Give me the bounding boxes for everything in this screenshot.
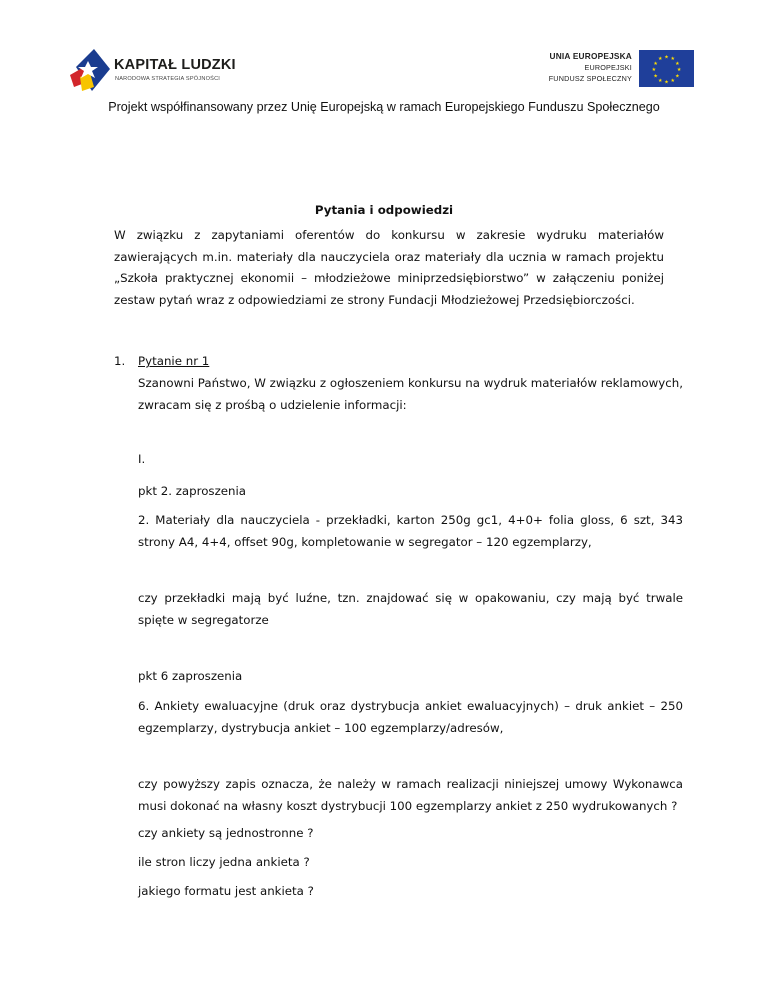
svg-text:★: ★ bbox=[653, 73, 658, 80]
svg-text:★: ★ bbox=[657, 56, 663, 63]
kapital-ludzki-logo bbox=[68, 47, 248, 97]
kapital-ludzki-title: KAPITAŁ LUDZKI bbox=[114, 57, 236, 73]
question-paragraph: Szanowni Państwo, W związku z ogłoszeniem konkursu na wydruk materiałów reklamowych, zwracam się z prośbą o udzielenie informacji: bbox=[138, 376, 683, 412]
svg-text:★: ★ bbox=[675, 73, 680, 80]
svg-text:★: ★ bbox=[664, 79, 669, 86]
kapital-ludzki-subtitle: NARODOWA STRATEGIA SPÓJNOŚCI bbox=[115, 76, 221, 82]
eu-line-1: UNIA EUROPEJSKA bbox=[549, 51, 632, 61]
question-paragraph: 2. Materiały dla nauczyciela - przekładki, karton 250g gc1, 4+0+ folia gloss, 6 szt, 343 strony A4, 4+4, offset 90g, kompletowanie w segregator – 120 egzemplarzy, bbox=[138, 513, 683, 549]
question-paragraph: I. bbox=[138, 452, 146, 466]
question-label: Pytanie nr 1 bbox=[138, 354, 210, 368]
question-paragraph: jakiego formatu jest ankieta ? bbox=[138, 884, 314, 898]
question-paragraph: pkt 6 zaproszenia bbox=[138, 669, 243, 683]
question-heading bbox=[114, 351, 209, 373]
intro-paragraph: W związku z zapytaniami oferentów do konkursu w zakresie wydruku materiałów zawierających m.in. materiały dla nauczyciela oraz materiały dla ucznia w ramach projektu „Szkoła praktycznej ekonomii – młodzieżowe miniprzedsiębiorstwo” w załączeniu poniżej zestaw pytań wraz z odpowiedziami ze strony Fundacji Młodzieżowej Przedsiębiorczości. bbox=[114, 228, 664, 307]
svg-text:★: ★ bbox=[670, 56, 676, 63]
question-paragraph: czy powyższy zapis oznacza, że należy w ramach realizacji niniejszej umowy Wykonawca musi dokonać na własny koszt dystrybucji 100 egzemplarzy ankiet z 250 wydrukowanych ? bbox=[138, 777, 683, 813]
document-title: Pytania i odpowiedzi bbox=[314, 203, 454, 217]
eu-logo-text bbox=[549, 51, 632, 83]
svg-text:★: ★ bbox=[651, 67, 657, 74]
svg-text:★: ★ bbox=[653, 60, 658, 67]
question-paragraph: ile stron liczy jedna ankieta ? bbox=[138, 855, 310, 869]
svg-text:★: ★ bbox=[657, 78, 663, 84]
eu-flag-icon bbox=[639, 50, 694, 87]
cofinancing-note: Projekt współfinansowany przez Unię Europejską w ramach Europejskiego Funduszu Społecznego bbox=[108, 100, 660, 114]
question-paragraph: pkt 2. zaproszenia bbox=[138, 484, 246, 498]
eu-line-2: EUROPEJSKI bbox=[584, 63, 632, 72]
question-paragraph: czy ankiety są jednostronne ? bbox=[138, 826, 314, 840]
question-paragraph: czy przekładki mają być luźne, tzn. znajdować się w opakowaniu, czy mają być trwale spięte w segregatorze bbox=[138, 591, 683, 627]
svg-text:★: ★ bbox=[676, 67, 682, 74]
kapital-ludzki-emblem-icon bbox=[68, 47, 110, 93]
question-number: 1. bbox=[114, 354, 126, 368]
question-paragraph: 6. Ankiety ewaluacyjne (druk oraz dystrybucja ankiet ewaluacyjnych) – druk ankiet – 250 egzemplarzy, dystrybucja ankiet – 100 egzemplarzy/adresów, bbox=[138, 699, 683, 735]
svg-text:★: ★ bbox=[675, 60, 680, 67]
svg-text:★: ★ bbox=[664, 54, 669, 61]
eu-logo bbox=[534, 46, 694, 96]
eu-line-3: FUNDUSZ SPOŁECZNY bbox=[548, 74, 632, 83]
svg-text:★: ★ bbox=[670, 78, 676, 84]
